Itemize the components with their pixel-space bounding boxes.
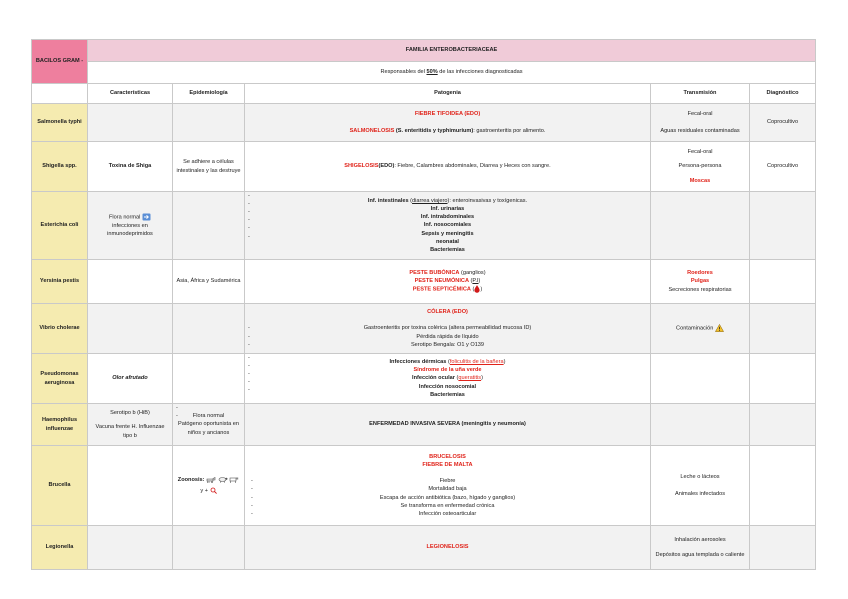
transmision-cell: Leche o lácteos Animales infectados (651, 446, 750, 526)
caracteristicas-cell: Serotipo b (HiB) Vacuna frente H. Influenzae tipo b (88, 404, 173, 446)
patogenia-cell: - - - - - - Inf. intestinales (diarrea viajero): enteroinvasivas y toxígenicas. Inf. urinarias Inf. intrabdominales Inf. nosocomiales Sepsis y meningitis neonatal Bacteriemias (245, 192, 651, 260)
epidemiologia-cell: Se adhiere a células intestinales y las destruye (173, 142, 245, 192)
diagnostico-cell: Coprocultivo (750, 142, 816, 192)
familia-header: FAMILIA ENTEROBACTERIACEAE (88, 40, 816, 62)
patogenia-cell: ENFERMEDAD INVASIVA SEVERA (meningitis y neumonía) (245, 404, 651, 446)
col-patogenia: Patogenia (245, 84, 651, 104)
arrow-right-icon (142, 213, 151, 221)
bacteria-name: Shigella spp. (32, 142, 88, 192)
table-row (32, 404, 816, 446)
col-caracteristicas: Características (88, 84, 173, 104)
bacteria-name: Esterichia coli (32, 192, 88, 260)
caracteristicas-cell: Toxina de Shiga (88, 142, 173, 192)
col-transmision: Transmisión (651, 84, 750, 104)
table-row (32, 354, 816, 404)
patogenia-cell: SHIGELOSIS(EDO): Fiebre, Calambres abdominales, Diarrea y Heces con sangre. (245, 142, 651, 192)
patogenia-cell: CÓLERA (EDO) - - - Gastroenteritis por toxina colérica (altera permeabilidad mucosa ID) Pérdida rápida de líquido Serotipo Bengala: O1 y O139 (245, 304, 651, 354)
table-row (32, 142, 816, 192)
col-diagnostico: Diagnóstico (750, 84, 816, 104)
epidemiologia-cell: - - Flora normal Patógeno oportunista en niños y ancianos (173, 404, 245, 446)
sheep-icon (218, 476, 228, 483)
col-epidemiologia: Epidemiología (173, 84, 245, 104)
caracteristicas-cell: Flora normal infecciones en inmunodeprimidos (88, 192, 173, 260)
bacteria-name: Brucella (32, 446, 88, 526)
table-row (32, 104, 816, 142)
bacteria-name: Pseudomonas aeruginosa (32, 354, 88, 404)
transmision-cell: Fecal-oral Aguas residuales contaminadas (651, 104, 750, 142)
diagnostico-cell: Coprocultivo (750, 104, 816, 142)
corner-cell (32, 84, 88, 104)
caracteristicas-cell: Olor afrutado (88, 354, 173, 404)
patogenia-cell: BRUCELOSIS FIEBRE DE MALTA - - - - - Fiebre Mortalidad baja Escapa de acción antibiótica (bazo, hígado y ganglios) Se transforma en enfermedad crónica Infección osteoarticular (245, 446, 651, 526)
patogenia-cell: FIEBRE TIFOIDEA (EDO) SALMONELOSIS (S. enteritidis y typhimurium): gastroenteritis por alimento. (245, 104, 651, 142)
bacteria-name: Salmonella typhi (32, 104, 88, 142)
epidemiologia-cell: Zoonosis: y + (173, 446, 245, 526)
table-row (32, 446, 816, 526)
patogenia-cell: PESTE BUBÓNICA (ganglios) PESTE NEUMÓNICA (P.I) PESTE SEPTICÉMICA ( ) (245, 260, 651, 304)
table-row (32, 526, 816, 570)
bacilos-gram-header: BACILOS GRAM - (32, 40, 88, 84)
table-row (32, 192, 816, 260)
responsables-note: Responsables del 50% de las infecciones diagnosticadas (88, 62, 816, 84)
transmision-cell: Inhalación aerosoles Depósitos agua templada o caliente (651, 526, 750, 570)
transmision-cell: Contaminación (651, 304, 750, 354)
cow-icon (229, 476, 239, 483)
table-row (32, 304, 816, 354)
bacteria-name: Yersinia pestis (32, 260, 88, 304)
warning-icon (715, 324, 724, 332)
bacteria-name: Legionella (32, 526, 88, 570)
patogenia-cell: - - - - - Infecciones dérmicas (foliculitis de la bañera) Síndrome de la uña verde Infección ocular (queratitis) Infección nosocomial Bacteriemias (245, 354, 651, 404)
bacteria-name: Haemophilus influenzae (32, 404, 88, 446)
table-row (32, 260, 816, 304)
epidemiologia-cell: Asia, África y Sudamérica (173, 260, 245, 304)
bacteria-table (31, 39, 816, 570)
transmision-cell: Fecal-oral Persona-persona Moscas (651, 142, 750, 192)
magnifier-icon (210, 487, 217, 494)
patogenia-cell: LEGIONELOSIS (245, 526, 651, 570)
goat-icon (206, 476, 216, 483)
transmision-cell: Roedores Pulgas Secreciones respiratorias (651, 260, 750, 304)
bacteria-name: Vibrio cholerae (32, 304, 88, 354)
